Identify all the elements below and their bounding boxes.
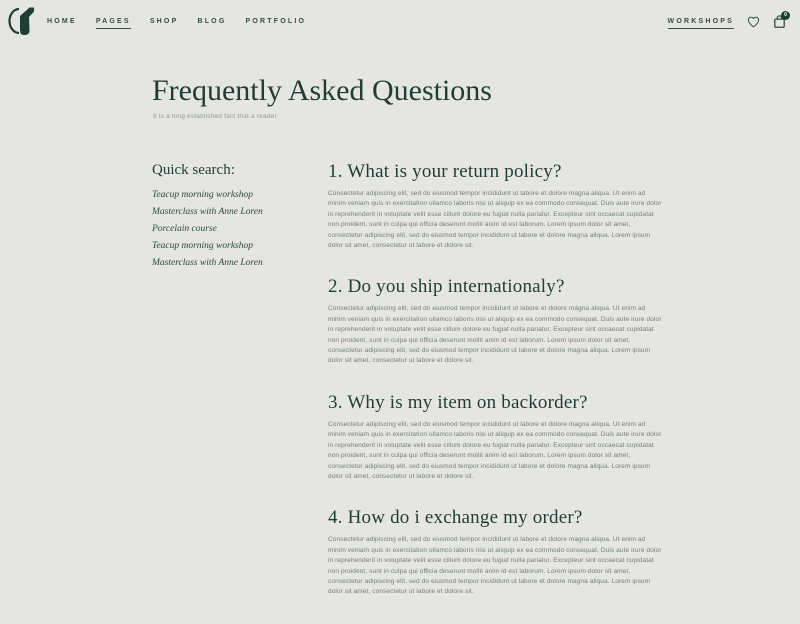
primary-nav [47,18,306,29]
faq-answer: Consectetur adipiscing elit, sed do eiusmod tempor incididunt ut labore et dolore magna aliqua. Ut enim ad minim veniam quis in exercitation ullamco laboris nisi ut aliquip ex ea commodo consequat. Duis aute irure dolor in reprehenderit in voluptate velit esse cillum dolore eu fugiat nulla pariatur. Excepteur sint occaecat cupidatat non proident, sunt in culpa qui officia deserunt mollit anim id est laborum. Lorem ipsum dolor sit amet, consectetur adipiscing elit, sed do eiusmod tempor incididunt ut labore et dolore magna aliqua. Lorem ipsum dolor sit amet, consectetur ut labore et dolore sit. [328,190,662,250]
faq-question [328,508,664,528]
list-item [152,239,328,251]
quick-link-teacup-workshop-2[interactable]: Teacup morning workshop [152,241,253,251]
nav-link-blog[interactable]: BLOG [197,17,227,25]
nav-link-portfolio[interactable]: PORTFOLIO [245,17,307,25]
faq-question-text: How do i exchange my order? [347,507,583,529]
faq-item-international-shipping [328,277,664,366]
main-content [0,74,800,624]
quick-link-porcelain-course[interactable]: Porcelain course [152,224,217,234]
quick-link-masterclass-2[interactable]: Masterclass with Anne Loren [152,258,263,268]
faq-answer: Consectetur adipiscing elit, sed do eiusmod tempor incididunt ut labore et dolore magna aliqua. Ut enim ad minim veniam quis in exercitation ullamco laboris nisi ut aliquip ex ea commodo consequat. Duis aute irure dolor in reprehenderit in voluptate velit esse cillum dolore eu fugiat nulla pariatur. Excepteur sint occaecat cupidatat non proident, sunt in culpa qui officia deserunt mollit anim id est laborum. Lorem ipsum dolor sit amet, consectetur adipiscing elit, sed do eiusmod tempor incididunt ut labore et dolore magna aliqua. Lorem ipsum dolor sit amet, consectetur ut labore et dolore sit. [328,536,662,596]
quick-search-heading: Quick search: [152,162,235,178]
page-subtitle: It is a long established fact that a reader [153,113,277,120]
heart-icon [747,16,760,31]
faq-question [328,277,664,297]
list-item [152,256,328,268]
cart-count-badge: 0 [781,11,790,20]
quick-search-list [152,188,328,268]
page-header [152,74,800,120]
nav-link-workshops[interactable]: WORKSHOPS [668,18,734,29]
faq-question-text: Why is my item on backorder? [347,391,588,413]
faq-question-text: Do you ship internationaly? [347,276,565,298]
faq-number: 4. [328,507,343,529]
quick-search-sidebar [152,162,328,273]
faq-answer: Consectetur adipiscing elit, sed do eiusmod tempor incididunt ut labore et dolore magna aliqua. Ut enim ad minim veniam quis in exercitation ullamco laboris nisi ut aliquip ex ea commodo consequat. Duis aute irure dolor in reprehenderit in voluptate velit esse cillum dolore eu fugiat nulla pariatur. Excepteur sint occaecat cupidatat non proident, sunt in culpa qui officia deserunt mollit anim id est laborum. Lorem ipsum dolor sit amet, consectetur adipiscing elit, sed do eiusmod tempor incididunt ut labore et dolore magna aliqua. Lorem ipsum dolor sit amet, consectetur ut labore et dolore sit. [328,420,662,480]
nav-link-shop[interactable]: SHOP [149,17,179,25]
page-title: Frequently Asked Questions [152,74,492,107]
faq-item-backorder [328,393,664,482]
faq-list [328,162,664,624]
faq-item-exchange-order [328,508,664,597]
list-item [152,205,328,217]
faq-answer: Consectetur adipiscing elit, sed do eiusmod tempor incididunt ut labore et dolore magna aliqua. Ut enim ad minim veniam quis in exercitation ullamco laboris nisi ut aliquip ex ea commodo consequat. Duis aute irure dolor in reprehenderit in voluptate velit esse cillum dolore eu fugiat nulla pariatur. Excepteur sint occaecat cupidatat non proident, sunt in culpa qui officia deserunt mollit anim id est laborum. Lorem ipsum dolor sit amet, consectetur adipiscing elit, sed do eiusmod tempor incididunt ut labore et dolore magna aliqua. Lorem ipsum dolor sit amet, consectetur ut labore et dolore sit. [328,305,662,365]
wishlist-button[interactable] [747,16,760,31]
faq-question [328,162,664,182]
top-nav-bar [0,0,800,46]
list-item [152,222,328,234]
faq-number: 1. [328,161,343,182]
nav-link-pages[interactable]: PAGES [96,18,131,29]
faq-question-text: What is your return policy? [347,161,562,182]
quick-link-masterclass-1[interactable]: Masterclass with Anne Loren [152,207,263,217]
quick-link-teacup-workshop-1[interactable]: Teacup morning workshop [152,190,253,200]
faq-number: 2. [328,276,343,298]
cart-button[interactable] [773,11,787,32]
list-item [152,188,328,200]
watering-can-logo-icon [8,5,35,42]
site-logo[interactable] [8,5,35,42]
header-actions [667,11,787,32]
nav-link-home[interactable]: HOME [47,17,77,25]
faq-question [328,393,664,413]
faq-number: 3. [328,391,343,413]
faq-item-return-policy [328,162,664,251]
